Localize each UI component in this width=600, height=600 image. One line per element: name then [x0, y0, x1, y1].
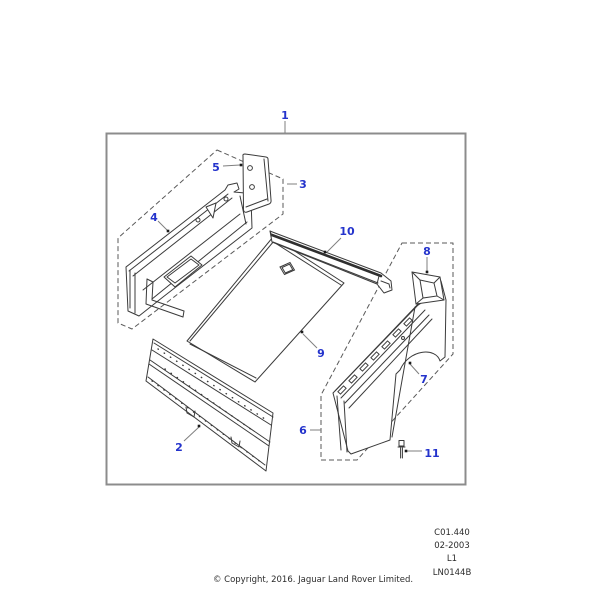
callout-1[interactable]: 1 — [281, 109, 289, 122]
callout-4[interactable]: 4 — [150, 211, 158, 224]
part-5-mounting-plate — [243, 154, 271, 212]
callout-6[interactable]: 6 — [299, 424, 307, 437]
drawing-number: LN0144B — [432, 567, 472, 578]
leader-7 — [410, 364, 419, 374]
callout-2[interactable]: 2 — [175, 441, 183, 454]
callout-10[interactable]: 10 — [339, 225, 355, 238]
leader-10 — [327, 238, 341, 252]
leader-5 — [223, 165, 240, 166]
callout-5[interactable]: 5 — [212, 161, 220, 174]
catalog-page: L1 — [446, 554, 458, 565]
catalog-date: 02-2003 — [434, 541, 470, 552]
callout-11[interactable]: 11 — [424, 447, 440, 460]
callout-8[interactable]: 8 — [423, 245, 431, 258]
leader-9 — [303, 334, 317, 348]
leader-4 — [158, 221, 168, 231]
leader-2 — [184, 427, 199, 441]
part-11-bolt — [398, 441, 405, 459]
callout-7[interactable]: 7 — [420, 373, 428, 386]
callout-9[interactable]: 9 — [317, 347, 325, 360]
catalog-code: C01.440 — [434, 528, 470, 538]
callout-3[interactable]: 3 — [299, 178, 307, 191]
part-8-corner-capping — [412, 272, 444, 304]
part-7-side-panel — [333, 281, 446, 454]
catalog-code-block — [407, 527, 497, 580]
copyright-notice: © Copyright, 2016. Jaguar Land Rover Limited. — [212, 575, 414, 585]
